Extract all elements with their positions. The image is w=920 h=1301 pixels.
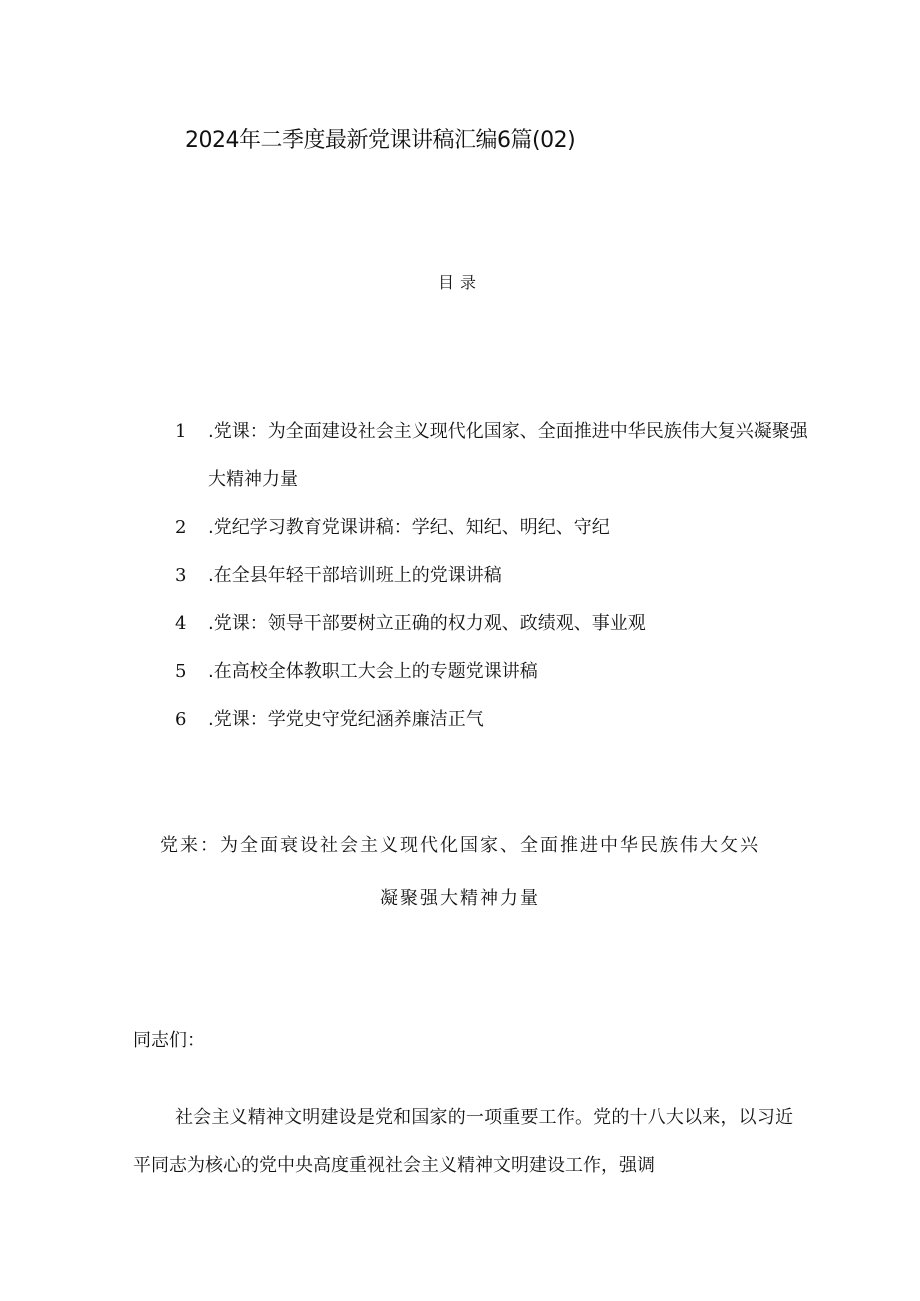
toc-item-6 (175, 696, 815, 744)
table-of-contents (175, 408, 815, 744)
section-title-line2: 凝聚强大精神力量 (380, 888, 540, 909)
section-title (160, 832, 780, 913)
toc-item-number: 4 (175, 613, 187, 634)
toc-item-text: .在高校全体教职工大会上的专题党课讲稿 (208, 661, 538, 682)
toc-item-number: 3 (175, 565, 187, 586)
toc-item-number: 5 (175, 661, 187, 682)
toc-item-2 (175, 504, 815, 552)
toc-item-number: 2 (175, 517, 187, 538)
section-title-line1: 党来：为全面衰设社会主义现代化国家、全面推进中华民族伟大攵兴 (160, 835, 760, 856)
toc-item-4 (175, 600, 815, 648)
salutation: 同志们： (133, 1030, 205, 1051)
toc-item-number: 1 (175, 421, 187, 442)
toc-item-text: .党课：领导干部要树立正确的权力观、政绩观、事业观 (208, 613, 646, 634)
toc-item-1 (175, 408, 815, 504)
toc-item-text: .党课：学党史守党纪涵养廉洁正气 (208, 709, 484, 730)
toc-item-5 (175, 648, 815, 696)
toc-item-text: .党课：为全面建设社会主义现代化国家、全面推进中华民族伟大复兴凝聚强大精神力量 (208, 421, 808, 490)
body-paragraph: 社会主义精神文明建设是党和国家的一项重要工作。党的十八大以来，以习近平同志为核心的党中央高度重视社会主义精神文明建设工作，强调 (133, 1107, 793, 1176)
toc-item-text: .党纪学习教育党课讲稿：学纪、知纪、明纪、守纪 (208, 517, 610, 538)
toc-heading: 目录 (437, 273, 482, 292)
document-title: 2024年二季度最新党课讲稿汇编6篇(02) (185, 128, 576, 153)
toc-item-3 (175, 552, 815, 600)
toc-item-number: 6 (175, 709, 187, 730)
toc-item-text: .在全县年轻干部培训班上的党课讲稿 (208, 565, 502, 586)
